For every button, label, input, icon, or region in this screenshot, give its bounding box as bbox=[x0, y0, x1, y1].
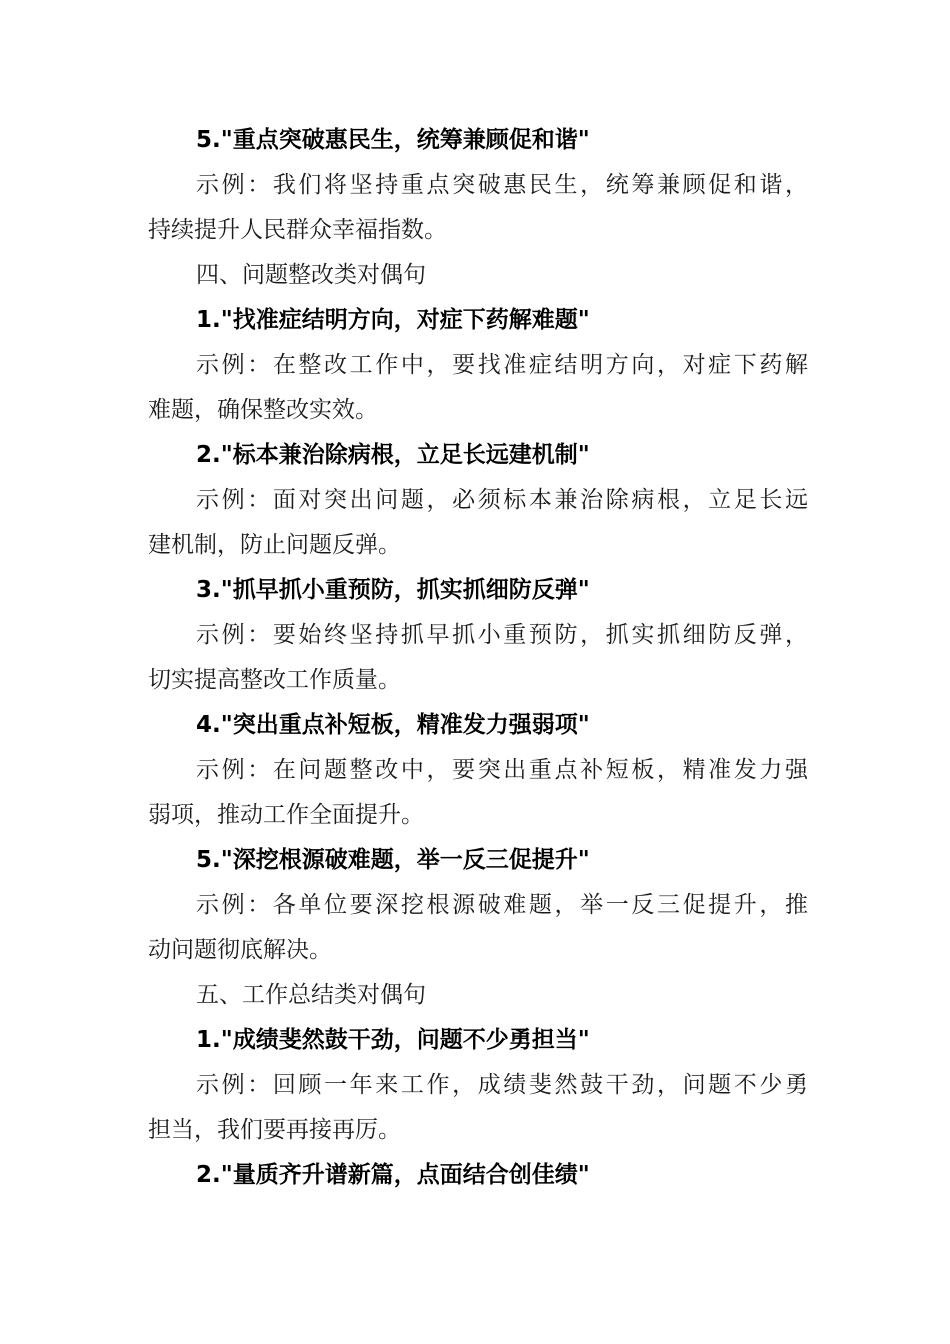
example-text-continued: 动问题彻底解决。 bbox=[148, 937, 332, 963]
example-text: 示例：回顾一年来工作，成绩斐然鼓干劲，问题不少勇 bbox=[196, 1072, 808, 1098]
example-text-continued: 难题，确保整改实效。 bbox=[148, 397, 378, 423]
item-heading: 1."成绩斐然鼓干劲，问题不少勇担当" bbox=[196, 1027, 590, 1053]
section-heading: 五、工作总结类对偶句 bbox=[196, 982, 426, 1008]
example-text-continued: 弱项，推动工作全面提升。 bbox=[148, 802, 424, 828]
item-heading: 1."找准症结明方向，对症下药解难题" bbox=[196, 307, 590, 333]
example-text: 示例：在整改工作中，要找准症结明方向，对症下药解 bbox=[196, 352, 808, 378]
item-heading: 3."抓早抓小重预防，抓实抓细防反弹" bbox=[196, 577, 590, 603]
item-heading: 2."标本兼治除病根，立足长远建机制" bbox=[196, 442, 590, 468]
item-heading: 2."量质齐升谱新篇，点面结合创佳绩" bbox=[196, 1162, 590, 1188]
example-text-continued: 持续提升人民群众幸福指数。 bbox=[148, 217, 447, 243]
example-text: 示例：我们将坚持重点突破惠民生，统筹兼顾促和谐， bbox=[196, 172, 808, 198]
item-heading: 4."突出重点补短板，精准发力强弱项" bbox=[196, 712, 590, 738]
example-text-continued: 切实提高整改工作质量。 bbox=[148, 667, 401, 693]
example-text-continued: 建机制，防止问题反弹。 bbox=[148, 532, 401, 558]
example-text-continued: 担当，我们要再接再厉。 bbox=[148, 1117, 401, 1143]
item-heading: 5."深挖根源破难题，举一反三促提升" bbox=[196, 847, 590, 873]
example-text: 示例：面对突出问题，必须标本兼治除病根，立足长远 bbox=[196, 487, 808, 513]
section-heading: 四、问题整改类对偶句 bbox=[196, 262, 426, 288]
document-body bbox=[148, 118, 808, 1198]
example-text: 示例：各单位要深挖根源破难题，举一反三促提升，推 bbox=[196, 892, 808, 918]
example-text: 示例：要始终坚持抓早抓小重预防，抓实抓细防反弹， bbox=[196, 622, 808, 648]
example-text: 示例：在问题整改中，要突出重点补短板，精准发力强 bbox=[196, 757, 808, 783]
item-heading: 5."重点突破惠民生，统筹兼顾促和谐" bbox=[196, 127, 590, 153]
